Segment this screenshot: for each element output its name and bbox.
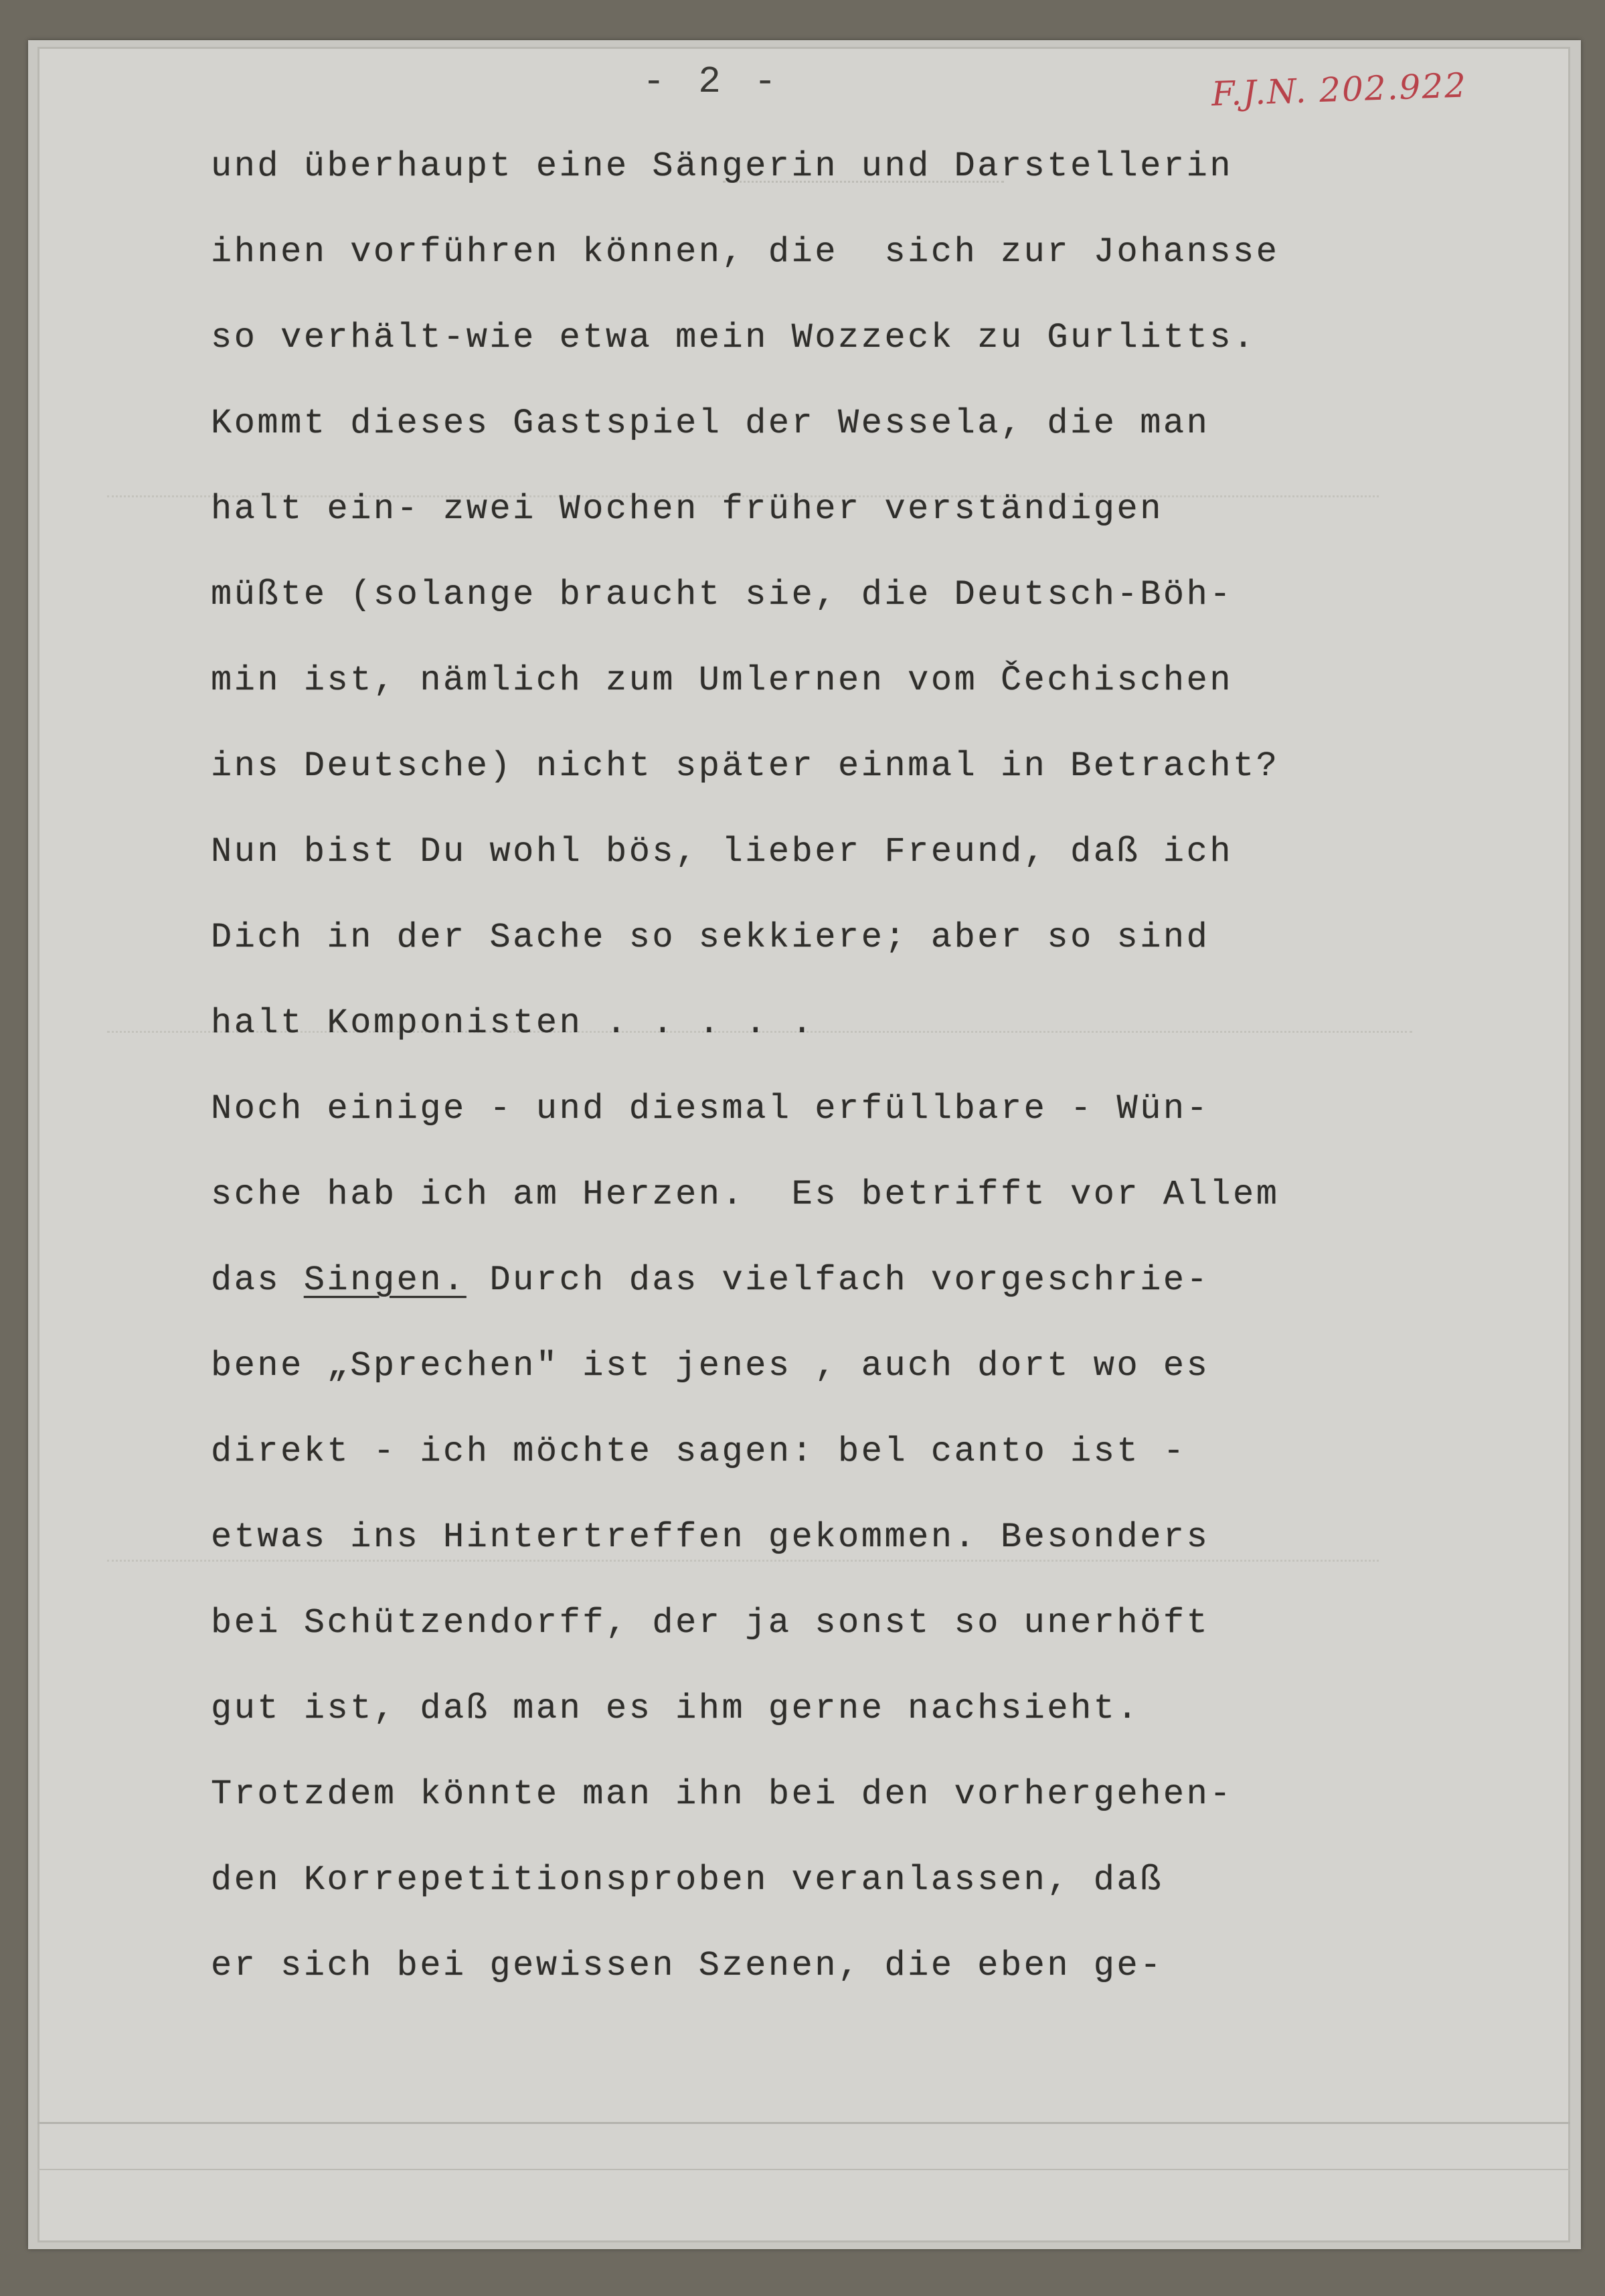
underlined-word: Singen. <box>303 1260 467 1300</box>
text-line <box>211 1238 1416 1323</box>
text-line: und überhaupt eine Sängerin und Darstellerin <box>211 147 1234 186</box>
text-line: bene „Sprechen" ist jenes , auch dort wo es <box>211 1346 1210 1386</box>
letter-body <box>211 124 1416 2009</box>
text-line: Nun bist Du wohl bös, lieber Freund, daß ich <box>211 832 1234 872</box>
text-line: Trotzdem könnte man ihn bei den vorhergehen- <box>211 1775 1234 1814</box>
text-line: bei Schützendorff, der ja sonst so unerhöft <box>211 1603 1210 1643</box>
text-line: Dich in der Sache so sekkiere; aber so sind <box>211 918 1210 957</box>
text-line: halt Komponisten . . . . . <box>211 1003 815 1043</box>
page-fold-line <box>37 2122 1570 2124</box>
text-line: Kommt dieses Gastspiel der Wessela, die man <box>211 404 1210 443</box>
text-line: so verhält-wie etwa mein Wozzeck zu Gurlitts. <box>211 318 1256 357</box>
text-line: sche hab ich am Herzen. Es betrifft vor Allem <box>211 1175 1280 1214</box>
text-line: den Korrepetitionsproben veranlassen, daß <box>211 1860 1163 1900</box>
text-line: halt ein- zwei Wochen früher verständigen <box>211 489 1163 529</box>
text-line: ihnen vorführen können, die sich zur Johansse <box>211 232 1280 272</box>
text-line: müßte (solange braucht sie, die Deutsch-Böh- <box>211 575 1234 614</box>
text-line: gut ist, daß man es ihm gerne nachsieht. <box>211 1689 1141 1728</box>
text-line: Noch einige - und diesmal erfüllbare - Wün- <box>211 1089 1210 1129</box>
text-segment: das <box>211 1260 304 1300</box>
page-number: - 2 - <box>643 60 782 103</box>
text-line: min ist, nämlich zum Umlernen vom Čechischen <box>211 661 1234 700</box>
text-line: direkt - ich möchte sagen: bel canto ist - <box>211 1432 1187 1471</box>
text-line: etwas ins Hintertreffen gekommen. Besonders <box>211 1518 1210 1557</box>
text-segment: Durch das vielfach vorgeschrie- <box>466 1260 1210 1300</box>
text-line: ins Deutsche) nicht später einmal in Betracht? <box>211 746 1280 786</box>
archive-signature: F.J.N. 202.922 <box>1211 66 1468 114</box>
page-fold-line <box>37 2169 1570 2170</box>
text-line: er sich bei gewissen Szenen, die eben ge- <box>211 1946 1163 1985</box>
